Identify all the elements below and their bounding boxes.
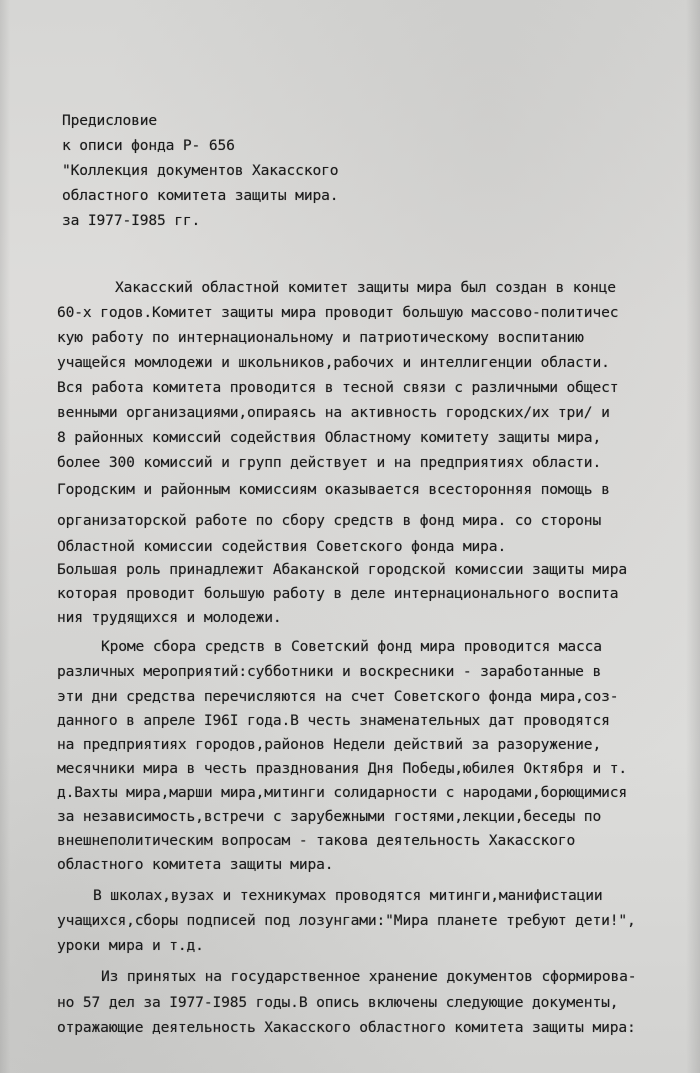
- heading-line: областного комитета защиты мира.: [62, 187, 339, 204]
- page-left-shadow: [0, 0, 10, 1073]
- heading-line: за I977-I985 гг.: [62, 212, 201, 229]
- text-line: организаторской работе по сбору средств в фонд мира. со стороны: [57, 512, 602, 529]
- text-line: кую работу по интернациональному и патриотическому воспитанию: [57, 329, 584, 346]
- text-line: отражающие деятельность Хакасского областного комитета защиты мира:: [57, 1019, 636, 1036]
- text-line: Вся работа комитета проводится в тесной связи с различными общест: [57, 379, 619, 396]
- text-line: учащейся момлодежи и школьников,рабочих и интеллигенции области.: [57, 354, 610, 371]
- text-line: на предприятиях городов,районов Недели действий за разоружение,: [57, 736, 602, 753]
- text-line: областного комитета защиты мира.: [57, 856, 334, 873]
- text-line: уроки мира и т.д.: [57, 937, 204, 954]
- heading-line: "Коллекция документов Хакасского: [62, 162, 339, 179]
- text-line: но 57 дел за I977-I985 годы.В опись включены следующие документы,: [57, 994, 619, 1011]
- text-line: венными организациями,опираясь на активность городских/их три/ и: [57, 404, 610, 421]
- text-line: учащихся,сборы подписей под лозунгами:"Мира планете требуют дети!",: [57, 912, 636, 929]
- text-line: Городским и районным комиссиям оказывается всесторонняя помощь в: [57, 481, 610, 498]
- text-line: ния трудящихся и молодежи.: [57, 609, 282, 626]
- text-line: внешнеполитическим вопросам - такова деятельность Хакасского: [57, 832, 576, 849]
- text-line: различных мероприятий:субботники и воскресники - заработанные в: [57, 663, 602, 680]
- text-line: данного в апреле I96I года.В честь знаменательных дат проводятся: [57, 712, 610, 729]
- text-line: Большая роль принадлежит Абаканской городской комиссии защиты мира: [57, 561, 627, 578]
- text-line: более 300 комиссий и групп действует и на предприятиях области.: [57, 454, 602, 471]
- text-line: 60-х годов.Комитет защиты мира проводит большую массово-политичес: [57, 304, 619, 321]
- page-right-shadow: [686, 0, 700, 1073]
- text-line: Из принятых на государственное хранение документов сформирова-: [101, 968, 637, 985]
- text-line: за независимость,встречи с зарубежными гостями,лекции,беседы по: [57, 808, 602, 825]
- text-line: д.Вахты мира,марши мира,митинги солидарности с народами,борющимися: [57, 784, 627, 801]
- text-line: Кроме сбора средств в Советский фонд мира проводится масса: [101, 638, 602, 655]
- text-line: которая проводит большую работу в деле интернационального воспита: [57, 585, 619, 602]
- heading-line: к описи фонда Р- 656: [62, 137, 235, 154]
- text-line: Хакасский областной комитет защиты мира был создан в конце: [115, 279, 616, 296]
- text-line: 8 районных комиссий содействия Областному комитету защиты мира,: [57, 429, 602, 446]
- text-line: эти дни средства перечисляются на счет Советского фонда мира,соз-: [57, 688, 619, 705]
- text-line: В школах,вузах и техникумах проводятся митинги,манифистации: [93, 887, 603, 904]
- heading-line: Предисловие: [62, 112, 157, 129]
- text-line: Областной комиссии содействия Советского фонда мира.: [57, 538, 507, 555]
- text-line: месячники мира в честь празднования Дня Победы,юбилея Октября и т.: [57, 760, 627, 777]
